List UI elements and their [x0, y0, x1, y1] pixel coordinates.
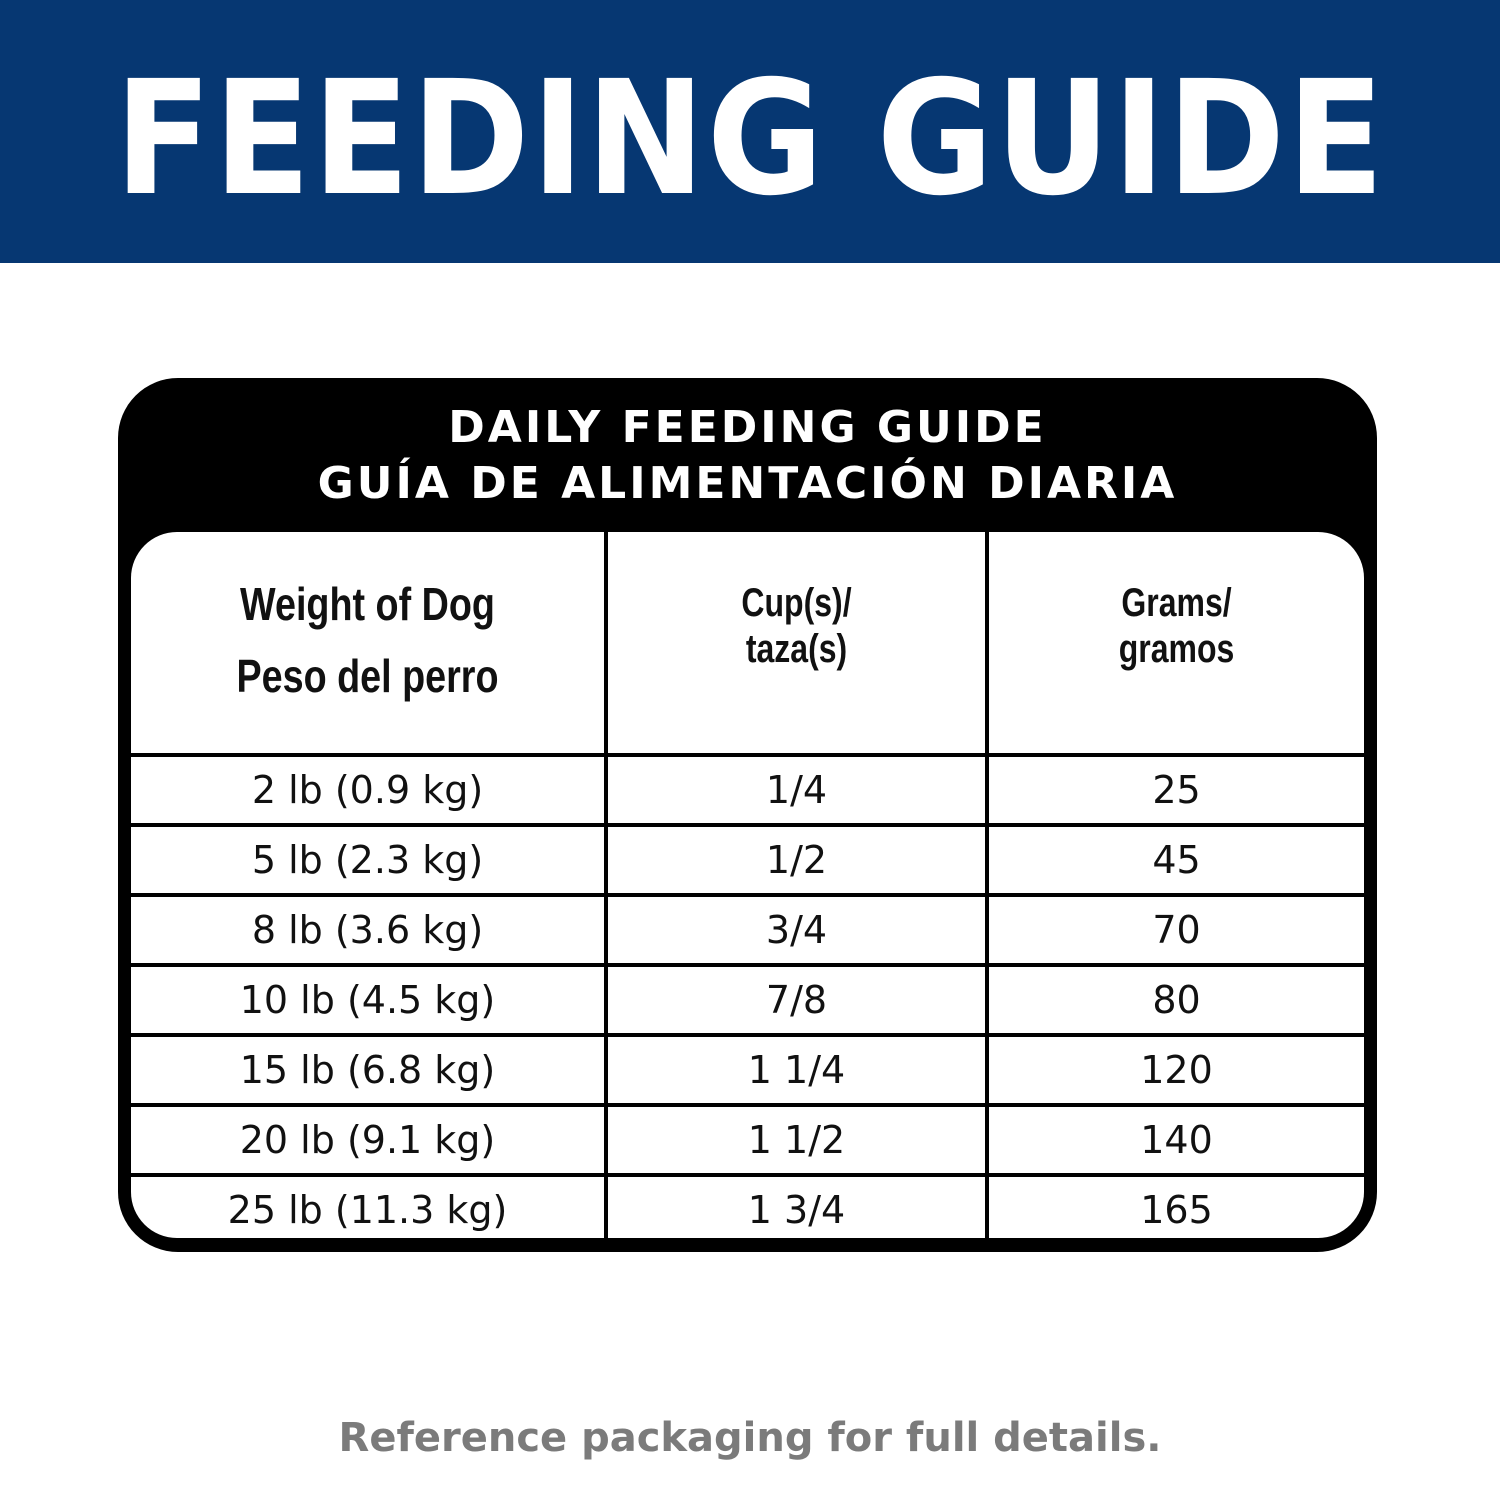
header-cups-en: Cup(s)/ — [741, 580, 852, 625]
card-title-spanish: GUÍA DE ALIMENTACIÓN DIARIA — [317, 458, 1178, 509]
weight-cell: 25 lb (11.3 kg) — [227, 1188, 508, 1232]
feeding-table — [131, 532, 1364, 1238]
grams-cell: 140 — [1140, 1118, 1213, 1162]
weight-cell: 10 lb (4.5 kg) — [239, 978, 496, 1022]
header-grams-en: Grams/ — [1121, 580, 1232, 625]
cups-cell: 3/4 — [765, 908, 828, 952]
cups-cell: 7/8 — [765, 978, 828, 1022]
cups-cell: 1 1/2 — [747, 1118, 846, 1162]
cups-cell: 1/4 — [765, 768, 828, 812]
card-title-english: DAILY FEEDING GUIDE — [448, 402, 1047, 453]
card-title — [118, 400, 1377, 512]
header-weight — [174, 532, 562, 753]
cups-cell: 1 1/4 — [747, 1048, 846, 1092]
weight-cell: 5 lb (2.3 kg) — [251, 838, 484, 882]
cups-cell: 1 3/4 — [747, 1188, 846, 1232]
column-divider — [985, 532, 989, 753]
grams-cell: 25 — [1152, 768, 1201, 812]
grams-cell: 80 — [1152, 978, 1201, 1022]
header-cups — [646, 532, 948, 753]
grams-cell: 165 — [1140, 1188, 1213, 1232]
weight-cell: 15 lb (6.8 kg) — [239, 1048, 496, 1092]
footer-note: Reference packaging for full details. — [338, 1415, 1162, 1461]
page-title: FEEDING GUIDE — [114, 46, 1386, 231]
header-cups-es: taza(s) — [745, 626, 848, 671]
feeding-guide-card — [118, 378, 1377, 1252]
grams-cell: 45 — [1152, 838, 1201, 882]
header-banner — [0, 0, 1500, 263]
cups-cell: 1/2 — [765, 838, 828, 882]
grams-cell: 120 — [1140, 1048, 1213, 1092]
weight-cell: 8 lb (3.6 kg) — [251, 908, 484, 952]
weight-cell: 20 lb (9.1 kg) — [239, 1118, 496, 1162]
header-weight-es: Peso del perro — [236, 649, 499, 702]
grams-cell: 70 — [1152, 908, 1201, 952]
header-grams — [1027, 532, 1327, 753]
header-weight-en: Weight of Dog — [240, 577, 495, 630]
header-grams-es: gramos — [1118, 626, 1235, 671]
weight-cell: 2 lb (0.9 kg) — [251, 768, 484, 812]
column-divider — [604, 532, 608, 753]
